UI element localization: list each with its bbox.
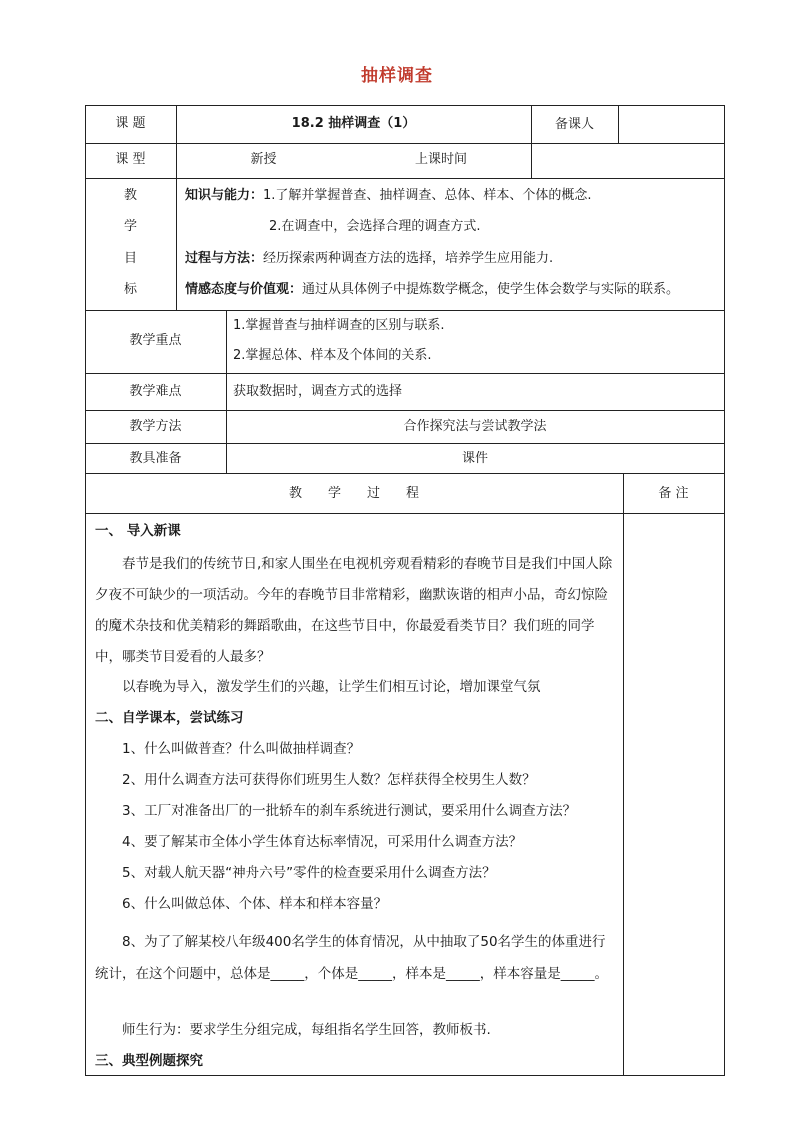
section-2-title: 二、自学课本，尝试练习 xyxy=(95,710,244,726)
question-1: 1、什么叫做普查？什么叫做抽样调查？ xyxy=(122,741,361,757)
section-1-paragraph: 春节是我们的传统节日,和家人围坐在电视机旁观看精彩的春晚节目是我们中国人除夕夜不可缺少的一项活动。今年的春晚节目非常精彩，幽默诙谐的相声小品，奇幻惊险的魔术杂技和优美精彩的舞蹈歌曲，在这些节目中，你最爱看类节目？我们班的同学中，哪类节目爱看的人最多？ xyxy=(95,556,613,665)
difficulty-text: 获取数据时，调查方式的选择 xyxy=(233,384,403,399)
objective-process-title: 过程与方法： xyxy=(185,251,264,266)
objective-knowledge xyxy=(185,186,592,206)
section-1-note: 以春晚为导入，激发学生们的兴趣，让学生们相互讨论，增加课堂气氛 xyxy=(122,679,541,695)
rule xyxy=(85,373,725,374)
topic-value: 18.2 抽样调查（1） xyxy=(291,116,416,131)
objectives-label-char: 教 xyxy=(123,188,137,203)
document-title: 抽样调查 xyxy=(361,66,433,86)
objective-knowledge-item: 2.在调查中，会选择合理的调查方式. xyxy=(269,219,481,234)
section-1-title: 一、 导入新课 xyxy=(95,523,181,539)
objective-attitude xyxy=(185,280,679,300)
rule xyxy=(724,105,725,1076)
objective-knowledge-title: 知识与能力： xyxy=(185,188,264,203)
lesson-plan-table xyxy=(85,105,725,1076)
rule xyxy=(176,105,177,310)
method-text: 合作探究法与尝试教学法 xyxy=(403,419,547,434)
lesson-type-label: 课 型 xyxy=(115,152,146,167)
topic-label: 课 题 xyxy=(115,116,146,131)
method-label: 教学方法 xyxy=(129,419,182,434)
key-point-item: 2.掌握总体、样本及个体间的关系. xyxy=(233,348,432,363)
lesson-type-value: 新授 xyxy=(250,152,277,167)
tools-text: 课件 xyxy=(461,451,488,466)
preparer-label: 备课人 xyxy=(554,117,594,132)
rule xyxy=(618,105,619,143)
objective-attitude-text: 通过从具体例子中提炼数学概念，使学生体会数学与实际的联系。 xyxy=(302,282,680,297)
rule xyxy=(85,178,725,179)
key-points-label: 教学重点 xyxy=(129,333,182,348)
question-5: 5、对载人航天器“神舟六号”零件的检查要采用什么调查方法？ xyxy=(122,865,496,881)
class-time-label: 上课时间 xyxy=(414,152,467,167)
objective-process xyxy=(185,249,553,269)
question-3: 3、工厂对准备出厂的一批轿车的刹车系统进行测试，要采用什么调查方法？ xyxy=(122,803,577,819)
notes-heading: 备 注 xyxy=(658,486,689,501)
key-point-item: 1.掌握普查与抽样调查的区别与联系. xyxy=(233,318,445,333)
rule xyxy=(85,410,725,411)
rule xyxy=(623,473,624,1076)
rule xyxy=(85,443,725,444)
objective-process-text: 经历探索两种调查方法的选择，培养学生应用能力. xyxy=(263,251,554,266)
question-6: 6、什么叫做总体、个体、样本和样本容量？ xyxy=(122,896,388,912)
rule xyxy=(85,1075,725,1076)
difficulty-label: 教学难点 xyxy=(129,384,182,399)
objectives-label-char: 标 xyxy=(123,282,137,297)
objective-attitude-title: 情感态度与价值观： xyxy=(185,282,303,297)
question-8: 8、为了了解某校八年级400名学生的体育情况，从中抽取了50名学生的体重进行统计，在这个问题中，总体是_____，个体是_____，样本是_____，样本容量是_____。 xyxy=(95,934,608,982)
objective-knowledge-item: 1.了解并掌握普查、抽样调查、总体、样本、个体的概念. xyxy=(263,188,592,203)
teacher-action: 师生行为：要求学生分组完成，每组指名学生回答，教师板书. xyxy=(122,1022,491,1038)
rule xyxy=(85,310,725,311)
tools-label: 教具准备 xyxy=(129,451,182,466)
rule xyxy=(85,513,725,514)
question-2: 2、用什么调查方法可获得你们班男生人数？怎样获得全校男生人数？ xyxy=(122,772,536,788)
objectives-label-char: 学 xyxy=(123,219,137,234)
question-4: 4、要了解某市全体小学生体育达标率情况，可采用什么调查方法？ xyxy=(122,834,523,850)
rule xyxy=(85,105,725,106)
process-heading: 教 学 过 程 xyxy=(288,486,419,501)
objectives-label-char: 目 xyxy=(123,251,137,266)
rule xyxy=(85,473,725,474)
rule xyxy=(85,143,725,144)
section-3-title: 三、典型例题探究 xyxy=(95,1053,203,1069)
